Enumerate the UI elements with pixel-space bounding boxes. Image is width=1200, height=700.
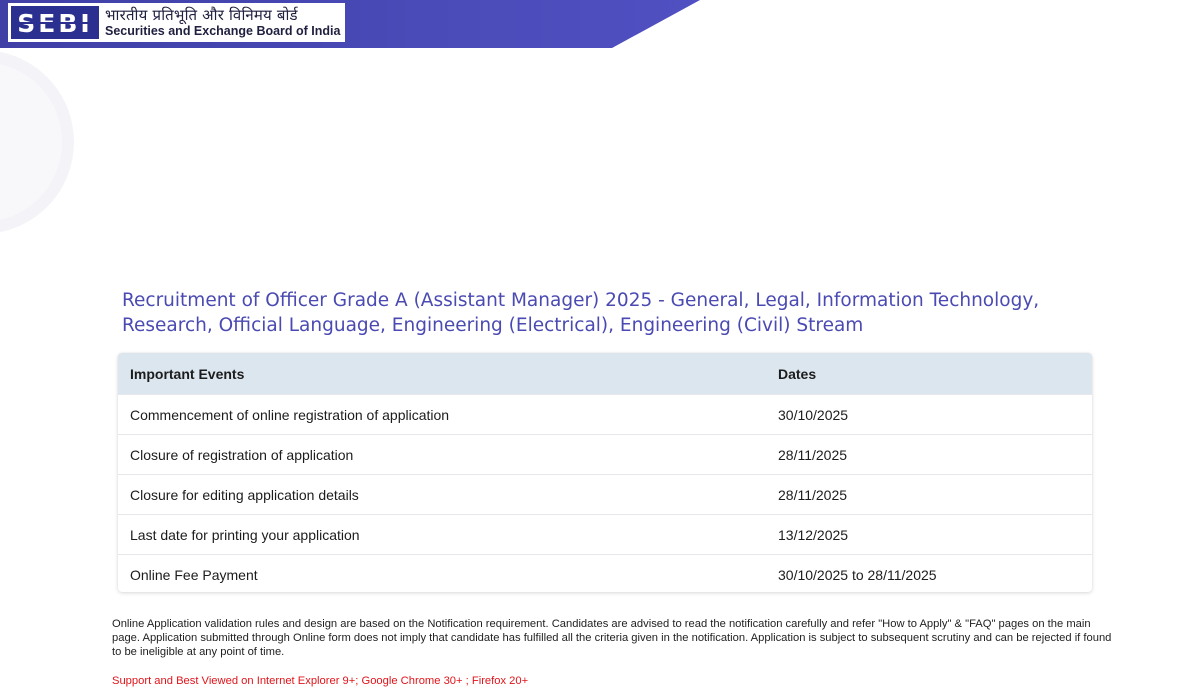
date-cell: 30/10/2025 to 28/11/2025: [766, 555, 1092, 593]
logo-hindi-text: भारतीय प्रतिभूति और विनिमय बोर्ड: [105, 6, 298, 24]
date-cell: 28/11/2025: [766, 435, 1092, 475]
date-cell: 30/10/2025: [766, 395, 1092, 435]
column-header-events: Important Events: [118, 353, 766, 395]
logo-text: [105, 6, 340, 39]
logo-mark: [11, 6, 99, 39]
sebi-logo-icon: [13, 8, 97, 38]
browser-support-text: Support and Best Viewed on Internet Explorer 9+; Google Chrome 30+ ; Firefox 20+: [112, 675, 529, 687]
column-header-dates: Dates: [766, 353, 1092, 395]
event-cell: Commencement of online registration of application: [118, 395, 766, 435]
logo-mark-text: SEBI: [17, 8, 93, 38]
page-title: Recruitment of Officer Grade A (Assistant Manager) 2025 - General, Legal, Information Technology, Research, Official Language, Engineering (Electrical), Engineering (Civil) Stream: [122, 290, 1040, 336]
event-cell: Closure for editing application details: [118, 475, 766, 515]
table-row: [118, 395, 1092, 435]
event-cell: Online Fee Payment: [118, 555, 766, 593]
decorative-circle: [0, 50, 74, 234]
table-header-row: [118, 353, 1092, 395]
date-cell: 28/11/2025: [766, 475, 1092, 515]
important-events-table: [118, 353, 1092, 592]
table-row: [118, 555, 1092, 593]
event-cell: Last date for printing your application: [118, 515, 766, 555]
notice-text: Online Application validation rules and design are based on the Notification requirement. Candidates are advised to read the notification carefully and refer "How to Apply" & "FAQ" pages on the main page. Application submitted through Online form does not imply that candidate has fulfilled all the criteria given in the notification. Application is subject to subsequent scrutiny and can be rejected if found to be ineligible at any point of time.: [112, 618, 1112, 658]
event-cell: Closure of registration of application: [118, 435, 766, 475]
table-row: [118, 435, 1092, 475]
sebi-logo[interactable]: [8, 3, 345, 42]
date-cell: 13/12/2025: [766, 515, 1092, 555]
table-row: [118, 475, 1092, 515]
table-row: [118, 515, 1092, 555]
logo-english-text: Securities and Exchange Board of India: [105, 24, 341, 38]
